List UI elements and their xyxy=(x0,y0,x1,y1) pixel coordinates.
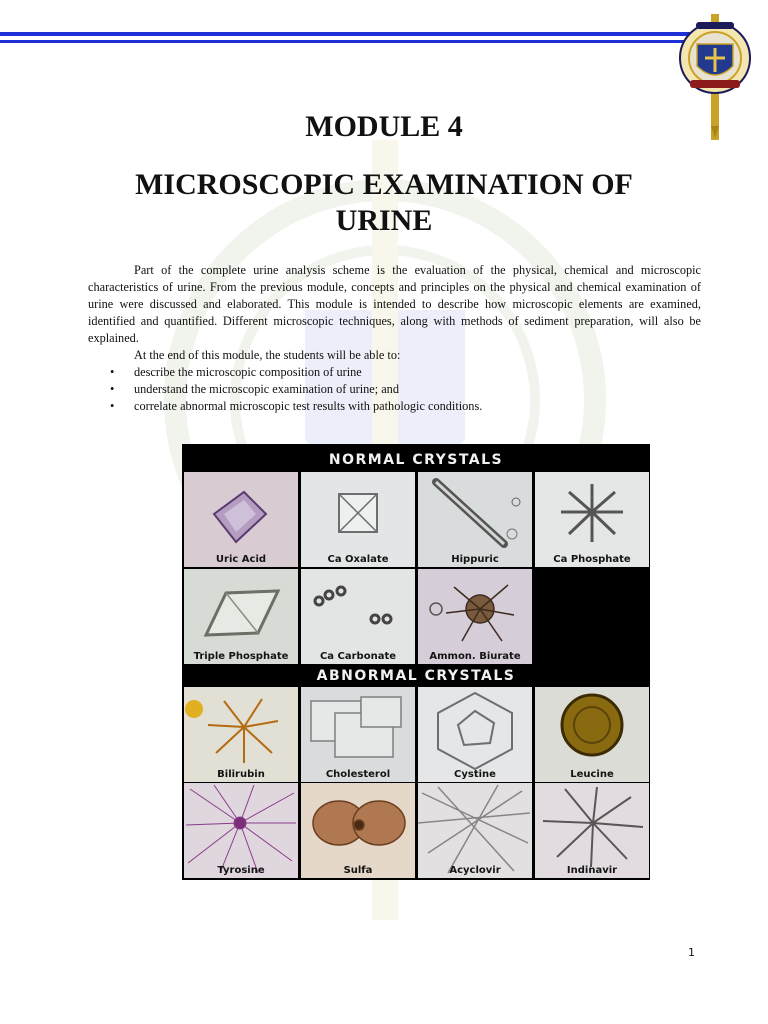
crystal-image-sulfa xyxy=(301,783,415,878)
crystal-label: Acyclovir xyxy=(449,865,501,876)
header-rule xyxy=(0,32,690,46)
crystal-label: Ca Oxalate xyxy=(327,554,389,565)
objective-item: • describe the microscopic composition of urine xyxy=(88,364,701,381)
crystal-label: Ca Phosphate xyxy=(553,554,631,565)
crystal-label: Bilirubin xyxy=(217,769,265,780)
objective-item: • understand the microscopic examination of urine; and xyxy=(88,381,701,398)
crystal-image-ca-oxalate xyxy=(301,472,415,567)
urine-crystals-figure xyxy=(182,444,650,880)
header-rule-thin xyxy=(0,40,690,43)
objectives-intro: At the end of this module, the students will be able to: xyxy=(134,348,401,362)
crystal-label: Ca Carbonate xyxy=(319,651,397,662)
crystal-label: Cholesterol xyxy=(325,769,391,780)
crystal-label: Sulfa xyxy=(343,865,373,876)
crystal-image-cystine xyxy=(418,687,532,782)
crystal-image-hippuric xyxy=(418,472,532,567)
crystal-label: Cystine xyxy=(454,769,496,780)
crystal-image-acyclovir xyxy=(418,783,532,878)
crystal-label: Uric Acid xyxy=(215,554,267,565)
header-rule-thick xyxy=(0,32,690,36)
crystal-image-indinavir xyxy=(535,783,649,878)
page-number: 1 xyxy=(688,946,695,959)
crystal-image-cholesterol xyxy=(301,687,415,782)
objective-item: • correlate abnormal microscopic test results with pathologic conditions. xyxy=(88,398,701,415)
module-label: MODULE 4 xyxy=(305,110,463,143)
crystal-image-ca-carbonate xyxy=(301,569,415,664)
objectives-list xyxy=(88,364,701,415)
crystal-image-tyrosine xyxy=(184,783,298,878)
crystal-label: Ammon. Biurate xyxy=(429,651,521,662)
crystal-label: Triple Phosphate xyxy=(193,651,289,662)
crystal-image-ammon-biurate xyxy=(418,569,532,664)
intro-section xyxy=(88,262,701,415)
intro-paragraph: Part of the complete urine analysis scheme is the evaluation of the physical, chemical and microscopic characteristics of urine. From the previous module, concepts and principles on the physical and chemical examination of urine were discussed and elaborated. This module is intended to describe how microscopic elements are examined, identified and quantified. Different microscopic techniques, along with methods of sediment preparation, will also be explained. xyxy=(88,263,701,345)
abnormal-crystals-header: ABNORMAL CRYSTALS xyxy=(316,668,516,684)
normal-crystals-header: NORMAL CRYSTALS xyxy=(328,452,504,468)
crystal-label: Tyrosine xyxy=(217,865,265,876)
page-title: MICROSCOPIC EXAMINATION OF URINE xyxy=(135,168,633,237)
crystal-image-ca-phosphate xyxy=(535,472,649,567)
crystal-image-triple-phosphate xyxy=(184,569,298,664)
crystal-image-leucine xyxy=(535,687,649,782)
crystal-image-uric-acid xyxy=(184,472,298,567)
crystal-label: Leucine xyxy=(570,769,614,780)
crystal-image-bilirubin xyxy=(184,687,298,782)
crystal-label: Indinavir xyxy=(566,865,618,876)
crystal-label: Hippuric xyxy=(451,554,499,565)
